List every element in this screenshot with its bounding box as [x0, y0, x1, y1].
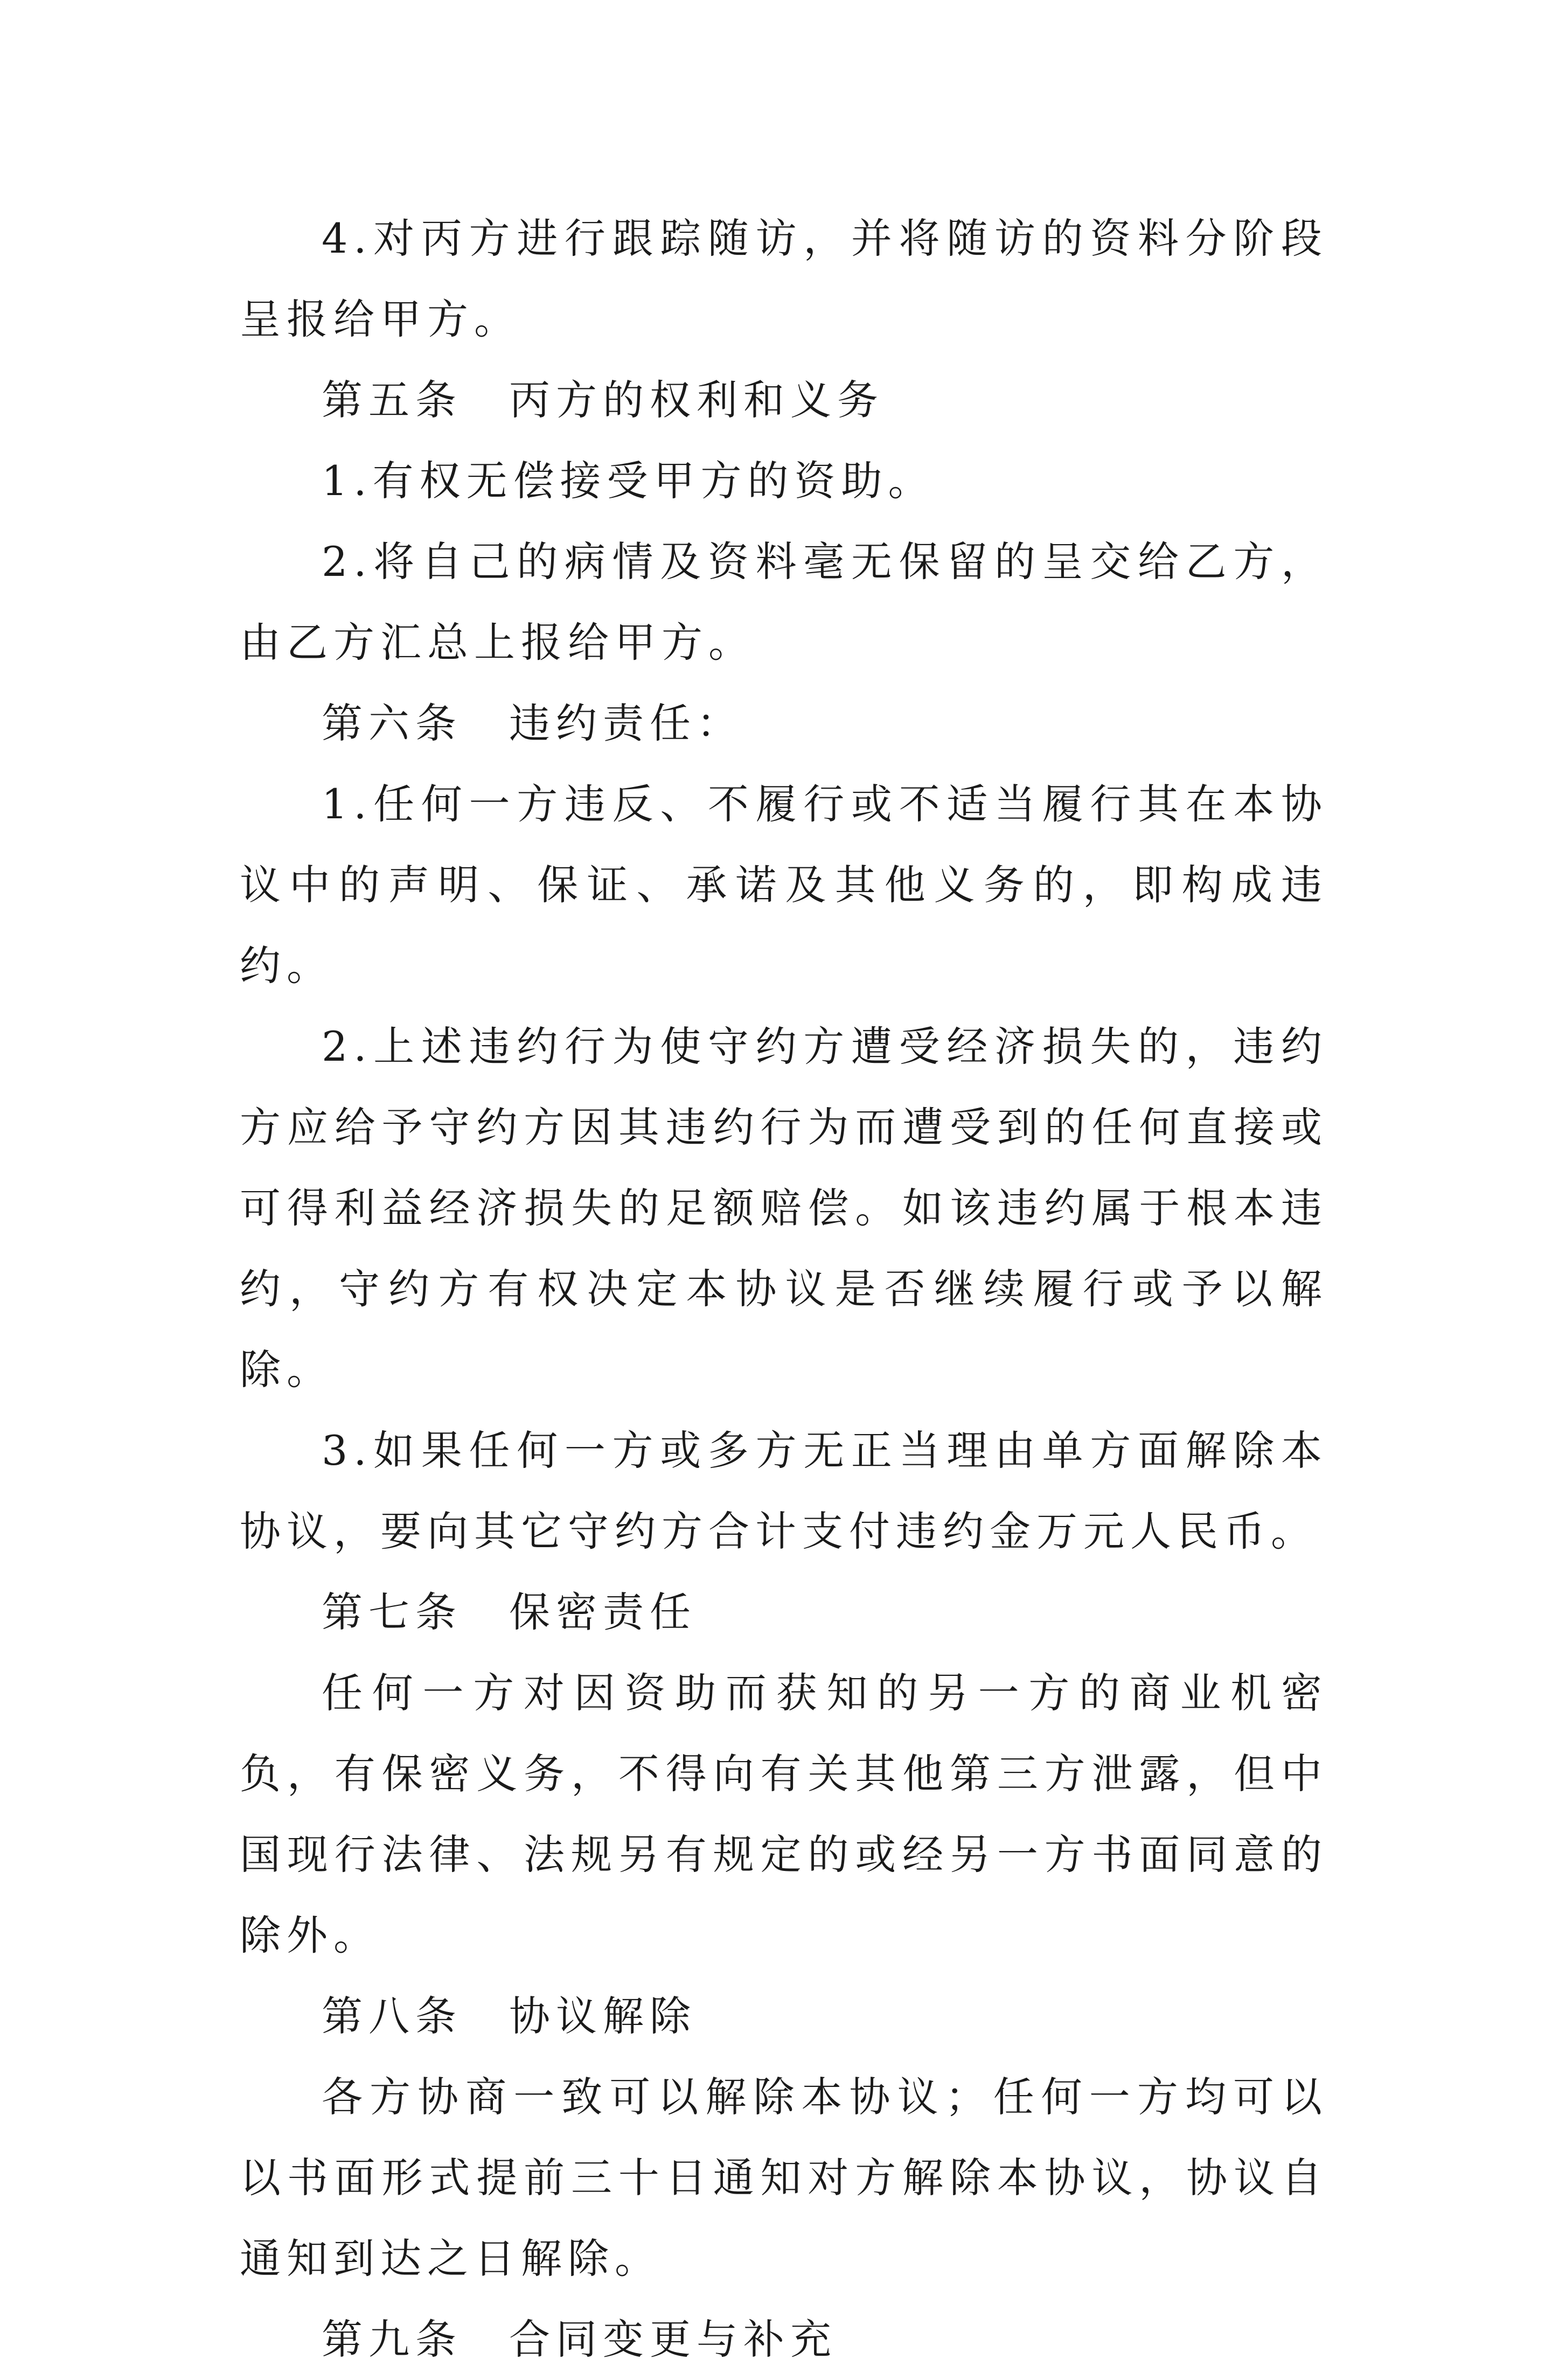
paragraph-item-2: 2.将自己的病情及资料毫无保留的呈交给乙方，由乙方汇总上报给甲方。	[240, 538, 1328, 666]
article-8-heading: 第八条 协议解除	[322, 1992, 697, 2040]
paragraph-item-3: 3.如果任何一方或多方无正当理由单方面解除本协议，要向其它守约方合计支付违约金万元人民币。	[240, 1426, 1328, 1555]
paragraph-item-1: 1.任何一方违反、不履行或不适当履行其在本协议中的声明、保证、承诺及其他义务的，即构成违约。	[240, 780, 1328, 990]
article-9-heading: 第九条 合同变更与补充	[322, 2315, 837, 2363]
paragraph-item-2: 2.上述违约行为使守约方遭受经济损失的，违约方应给予守约方因其违约行为而遭受到的任何直接或可得利益经济损失的足额赔偿。如该违约属于根本违约，守约方有权决定本协议是否继续履行或予以解除。	[240, 1022, 1328, 1394]
paragraph-item-1: 1.有权无偿接受甲方的资助。	[322, 457, 935, 505]
article-5-heading: 第五条 丙方的权利和义务	[322, 376, 884, 424]
confidentiality-paragraph: 任何一方对因资助而获知的另一方的商业机密负，有保密义务，不得向有关其他第三方泄露，但中国现行法律、法规另有规定的或经另一方书面同意的除外。	[240, 1669, 1328, 1959]
document-body	[240, 198, 1328, 2380]
paragraph-item-4: 4.对丙方进行跟踪随访，并将随访的资料分阶段呈报给甲方。	[240, 214, 1328, 343]
article-6-heading: 第六条 违约责任：	[322, 699, 743, 747]
article-7-heading: 第七条 保密责任	[322, 1588, 697, 1636]
termination-paragraph: 各方协商一致可以解除本协议；任何一方均可以以书面形式提前三十日通知对方解除本协议，协议自通知到达之日解除。	[240, 2073, 1328, 2282]
